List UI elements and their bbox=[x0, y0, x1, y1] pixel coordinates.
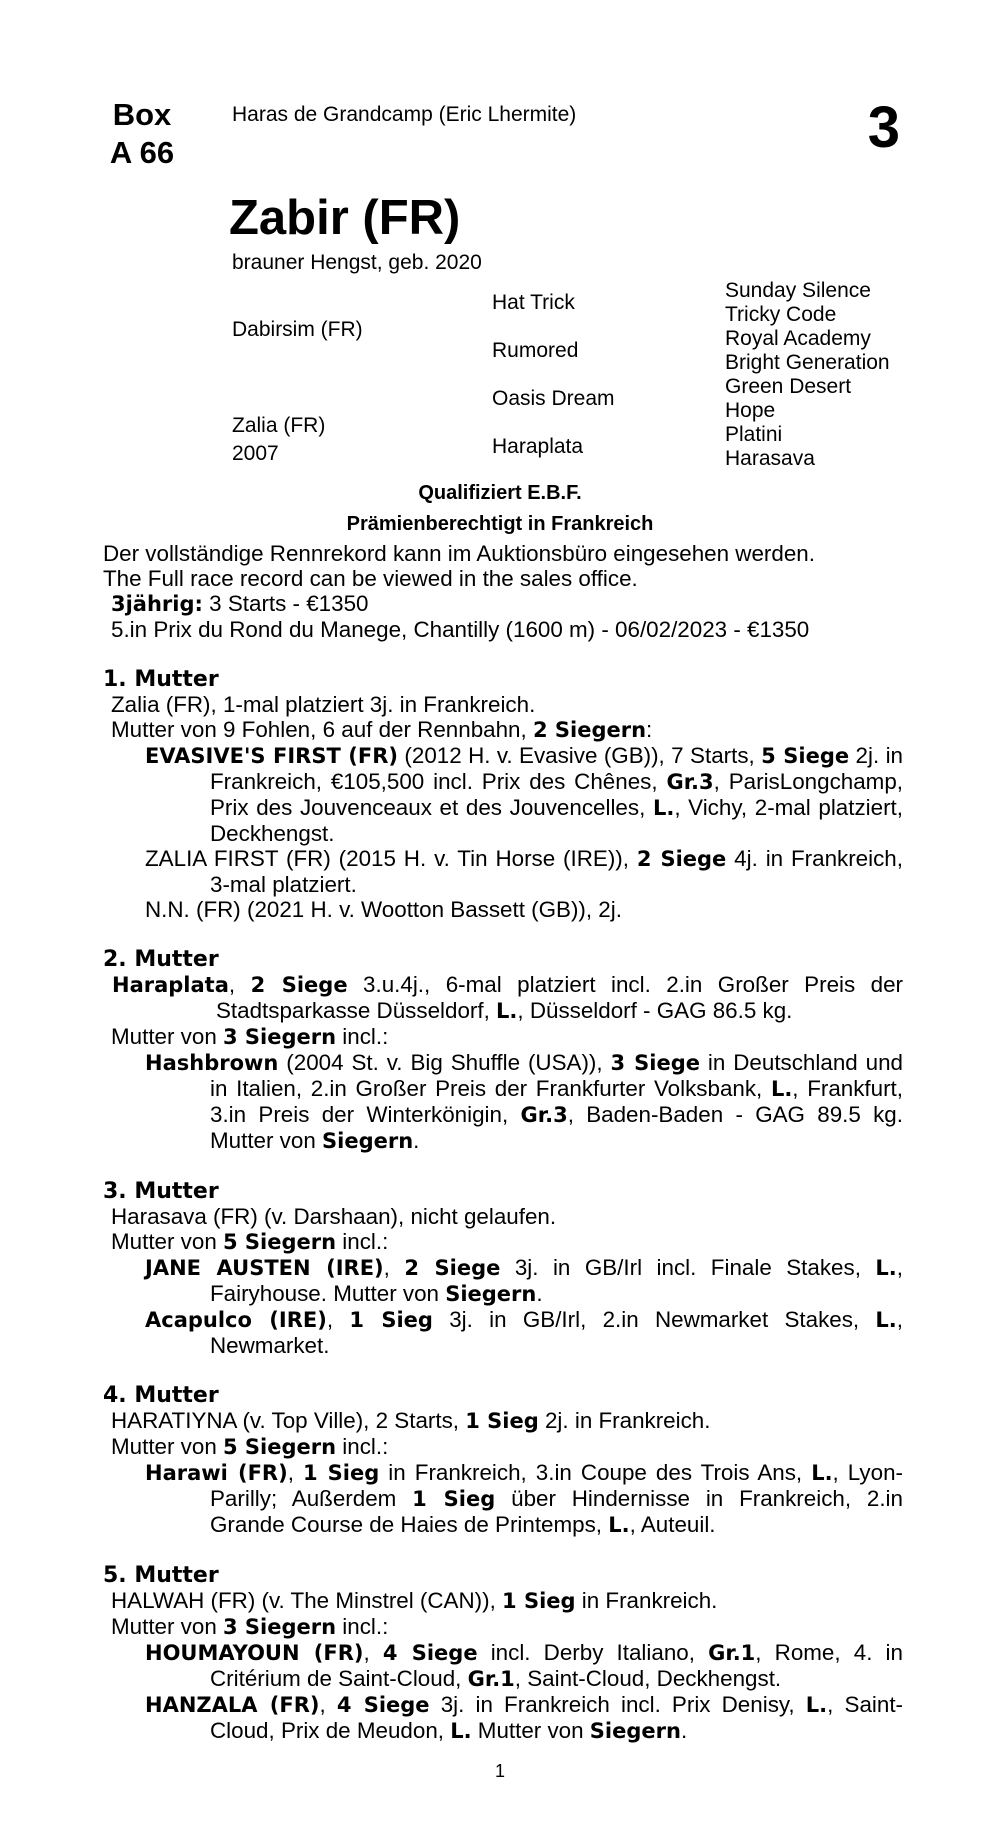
dam-section bbox=[103, 1383, 903, 1538]
text-run: in Frankreich. bbox=[575, 1588, 718, 1613]
produce-line bbox=[103, 1229, 903, 1255]
pedigree-grandparent: Haraplata bbox=[492, 435, 584, 458]
bold-text: Gr.3 bbox=[666, 770, 714, 794]
offspring-entry bbox=[103, 897, 903, 922]
bold-text: 4 Siege bbox=[336, 1693, 430, 1717]
text-run: , Newmarket. bbox=[210, 1307, 904, 1358]
bold-text: L. bbox=[496, 999, 518, 1023]
dam-section bbox=[103, 1563, 903, 1744]
text-run: Mutter von bbox=[471, 1718, 590, 1743]
record-note-de: Der vollständige Rennrekord kann im Auktionsbüro eingesehen werden. bbox=[103, 541, 815, 566]
pedigree-sire: Dabirsim (FR) bbox=[232, 318, 363, 341]
text-run: 3.u.4j., 6-mal platziert incl. 2.in Großer Preis der Stadtsparkasse Düsseldorf, bbox=[216, 972, 904, 1023]
pedigree-dam: Zalia (FR) bbox=[232, 414, 326, 437]
section-heading: 5. Mutter bbox=[103, 1563, 219, 1588]
age-summary: 3 Starts - €1350 bbox=[209, 591, 369, 616]
pedigree-great-grandparent: Green Desert bbox=[725, 375, 852, 398]
text-run: Mutter von bbox=[111, 1434, 223, 1459]
race-summary bbox=[103, 591, 903, 617]
section-heading: 2. Mutter bbox=[103, 947, 219, 972]
text-run: 2j. in Frankreich. bbox=[538, 1408, 711, 1433]
bold-text: L. bbox=[875, 1308, 897, 1332]
bold-text: 1 Sieg bbox=[465, 1409, 539, 1433]
lot-number: 3 bbox=[867, 95, 900, 160]
text-run: 3j. in GB/Irl incl. Finale Stakes, bbox=[500, 1255, 876, 1280]
offspring-entry bbox=[103, 743, 903, 846]
bold-text: Gr.1 bbox=[708, 1641, 756, 1665]
qualification-ebf: Qualifiziert E.B.F. bbox=[418, 482, 582, 504]
text-run: 2j. in Frankreich, €105,500 incl. Prix des Chênes, bbox=[210, 743, 903, 794]
bold-text: Haraplata bbox=[112, 973, 229, 997]
text-run: Mutter von bbox=[111, 1614, 223, 1639]
text-run: Harasava (FR) (v. Darshaan), nicht gelaufen. bbox=[111, 1204, 557, 1229]
pedigree-grandparent: Hat Trick bbox=[492, 291, 575, 314]
bold-text: 5 Siegern bbox=[223, 1230, 337, 1254]
horse-name: Zabir (FR) bbox=[229, 191, 461, 245]
text-run: HALWAH (FR) (v. The Minstrel (CAN)), bbox=[111, 1588, 503, 1613]
bold-text: 1 Sieg bbox=[502, 1589, 576, 1613]
text-run: , Baden-Baden - GAG 89.5 kg. Mutter von bbox=[210, 1102, 903, 1153]
catalogue-body bbox=[103, 541, 903, 1744]
bold-text: 2 Siege bbox=[404, 1256, 501, 1280]
text-run: incl.: bbox=[336, 1614, 389, 1639]
bold-text: 1 Sieg bbox=[302, 1461, 380, 1485]
dam-line bbox=[103, 1408, 903, 1434]
text-run: , Düsseldorf - GAG 86.5 kg. bbox=[517, 998, 793, 1023]
text-run: , Rome, 4. in Critérium de Saint-Cloud, bbox=[210, 1640, 903, 1691]
bold-text: L. bbox=[770, 1077, 793, 1101]
text-run: (2004 St. v. Big Shuffle (USA)), bbox=[278, 1050, 611, 1075]
bold-text: 1 Sieg bbox=[349, 1308, 433, 1332]
bold-text: L. bbox=[450, 1719, 472, 1743]
bold-text: L. bbox=[652, 796, 675, 820]
pedigree-great-grandparent: Hope bbox=[725, 399, 776, 422]
dam-section bbox=[103, 667, 903, 922]
offspring-entry bbox=[103, 1307, 903, 1358]
bold-text: 3 Siegern bbox=[223, 1615, 337, 1639]
text-run: ZALIA FIRST (FR) (2015 H. v. Tin Horse (IRE)), bbox=[145, 846, 637, 871]
text-run: , Lyon-Parilly; Außerdem bbox=[210, 1460, 903, 1511]
text-run: , ParisLongchamp, Prix des Jouvenceaux et des Jouvencelles, bbox=[210, 769, 903, 820]
text-run: in Deutschland und in Italien, 2.in Großer Preis der Frankfurter Volksbank, bbox=[210, 1050, 903, 1101]
text-run: , Auteuil. bbox=[629, 1512, 716, 1537]
text-run: , Saint-Cloud, Prix de Meudon, bbox=[210, 1692, 904, 1743]
text-run: , bbox=[319, 1692, 337, 1717]
text-run: Mutter von bbox=[111, 1229, 223, 1254]
pedigree-great-grandparent: Tricky Code bbox=[725, 303, 837, 326]
text-run: , Saint-Cloud, Deckhengst. bbox=[514, 1666, 782, 1691]
text-run: , bbox=[287, 1460, 303, 1485]
offspring-entry bbox=[103, 1692, 903, 1744]
bold-text: 2 Siegern bbox=[532, 718, 647, 742]
offspring-entry bbox=[103, 1640, 903, 1692]
bold-text: L. bbox=[805, 1693, 828, 1717]
pedigree-great-grandparent: Harasava bbox=[725, 447, 815, 470]
produce-line bbox=[103, 1024, 903, 1050]
box-number: A 66 bbox=[109, 135, 175, 170]
dam-sections bbox=[103, 667, 903, 1744]
offspring-entry bbox=[103, 1050, 903, 1154]
dam-line bbox=[103, 972, 903, 1024]
record-note-en: The Full race record can be viewed in the sales office. bbox=[103, 566, 638, 591]
box-label: Box bbox=[112, 97, 172, 132]
text-run: 4j. in Frankreich, 3-mal platziert. bbox=[210, 846, 903, 897]
bold-text: L. bbox=[875, 1256, 897, 1280]
text-run: , Fairyhouse. Mutter von bbox=[210, 1255, 903, 1306]
dam-section bbox=[103, 1179, 903, 1358]
offspring-entry bbox=[103, 846, 903, 897]
bold-text: Hashbrown bbox=[145, 1051, 279, 1075]
page-number: 1 bbox=[494, 1761, 505, 1781]
pedigree-great-grandparent: Royal Academy bbox=[725, 327, 871, 350]
horse-description: brauner Hengst, geb. 2020 bbox=[232, 251, 482, 274]
produce-line bbox=[103, 1434, 903, 1460]
text-run: über Hindernisse in Frankreich, 2.in Grande Course de Haies de Printemps, bbox=[210, 1486, 903, 1537]
bold-text: HOUMAYOUN (FR) bbox=[145, 1641, 364, 1665]
bold-text: Harawi (FR) bbox=[145, 1461, 288, 1485]
text-run: , bbox=[383, 1255, 405, 1280]
pedigree-grandparent: Rumored bbox=[492, 339, 579, 362]
text-run: (2012 H. v. Evasive (GB)), 7 Starts, bbox=[398, 743, 762, 768]
bold-text: 3 Siegern bbox=[223, 1025, 337, 1049]
pedigree-great-grandparent: Platini bbox=[725, 423, 783, 446]
bold-text: 4 Siege bbox=[382, 1641, 478, 1665]
text-run: . bbox=[536, 1281, 543, 1306]
section-heading: 4. Mutter bbox=[103, 1383, 219, 1408]
text-run: incl.: bbox=[336, 1024, 389, 1049]
text-run: . bbox=[413, 1128, 420, 1153]
bold-text: 3 Siege bbox=[610, 1051, 700, 1075]
pedigree-great-grandparent: Sunday Silence bbox=[725, 279, 871, 302]
text-run: 3j. in GB/Irl, 2.in Newmarket Stakes, bbox=[432, 1307, 876, 1332]
dam-line bbox=[103, 1204, 903, 1229]
produce-line bbox=[103, 1614, 903, 1640]
bold-text: Siegern bbox=[589, 1719, 681, 1743]
text-run: Zalia (FR), 1-mal platziert 3j. in Frankreich. bbox=[111, 692, 536, 717]
offspring-entry bbox=[103, 1460, 903, 1538]
section-heading: 1. Mutter bbox=[103, 667, 219, 692]
dam-line bbox=[103, 1588, 903, 1614]
bold-text: Gr.1 bbox=[467, 1667, 515, 1691]
bold-text: Siegern bbox=[445, 1282, 537, 1306]
bold-text: 2 Siege bbox=[636, 847, 727, 871]
text-run: : bbox=[646, 717, 653, 742]
bold-text: L. bbox=[608, 1513, 630, 1537]
box-label-block bbox=[104, 96, 180, 172]
pedigree-grandparent: Oasis Dream bbox=[492, 387, 615, 410]
race-placing: 5.in Prix du Rond du Manege, Chantilly (1600 m) - 06/02/2023 - €1350 bbox=[111, 617, 810, 642]
text-run: in Frankreich, 3.in Coupe des Trois Ans, bbox=[379, 1460, 812, 1485]
bold-text: 2 Siege bbox=[250, 973, 348, 997]
age-label: 3jährig: bbox=[111, 592, 203, 616]
bold-text: L. bbox=[811, 1461, 833, 1485]
text-run: , bbox=[326, 1307, 350, 1332]
pedigree-great-grandparent: Bright Generation bbox=[725, 351, 890, 374]
text-run: , Vichy, 2-mal platziert, Deckhengst. bbox=[210, 795, 903, 846]
dam-section bbox=[103, 947, 903, 1154]
text-run: Mutter von bbox=[111, 1024, 223, 1049]
qualification-premium: Prämienberechtigt in Frankreich bbox=[346, 513, 654, 535]
bold-text: 5 Siegern bbox=[223, 1435, 337, 1459]
text-run: incl.: bbox=[336, 1229, 389, 1254]
bold-text: Gr.3 bbox=[520, 1103, 568, 1127]
pedigree-dam-year: 2007 bbox=[232, 442, 279, 465]
bold-text: Acapulco (IRE) bbox=[145, 1308, 327, 1332]
text-run: HARATIYNA (v. Top Ville), 2 Starts, bbox=[111, 1408, 466, 1433]
text-run: 3j. in Frankreich incl. Prix Denisy, bbox=[429, 1692, 806, 1717]
section-heading: 3. Mutter bbox=[103, 1179, 219, 1204]
offspring-entry bbox=[103, 1255, 903, 1307]
produce-line bbox=[103, 717, 903, 743]
text-run: , bbox=[363, 1640, 383, 1665]
text-run: Mutter von 9 Fohlen, 6 auf der Rennbahn, bbox=[111, 717, 533, 742]
bold-text: JANE AUSTEN (IRE) bbox=[145, 1256, 384, 1280]
bold-text: EVASIVE'S FIRST (FR) bbox=[145, 744, 398, 768]
text-run: incl.: bbox=[336, 1434, 389, 1459]
text-run: , bbox=[228, 972, 251, 997]
text-run: , Frankfurt, 3.in Preis der Winterkönigin, bbox=[210, 1076, 903, 1127]
bold-text: 1 Sieg bbox=[412, 1487, 496, 1511]
bold-text: Siegern bbox=[322, 1129, 414, 1153]
text-run: . bbox=[680, 1718, 688, 1743]
dam-line bbox=[103, 692, 903, 717]
text-run: incl. Derby Italiano, bbox=[477, 1640, 709, 1665]
text-run: N.N. (FR) (2021 H. v. Wootton Bassett (GB)), 2j. bbox=[145, 897, 622, 922]
bold-text: HANZALA (FR) bbox=[145, 1693, 320, 1717]
owner-name: Haras de Grandcamp (Eric Lhermite) bbox=[232, 103, 577, 126]
bold-text: 5 Siege bbox=[761, 744, 850, 768]
